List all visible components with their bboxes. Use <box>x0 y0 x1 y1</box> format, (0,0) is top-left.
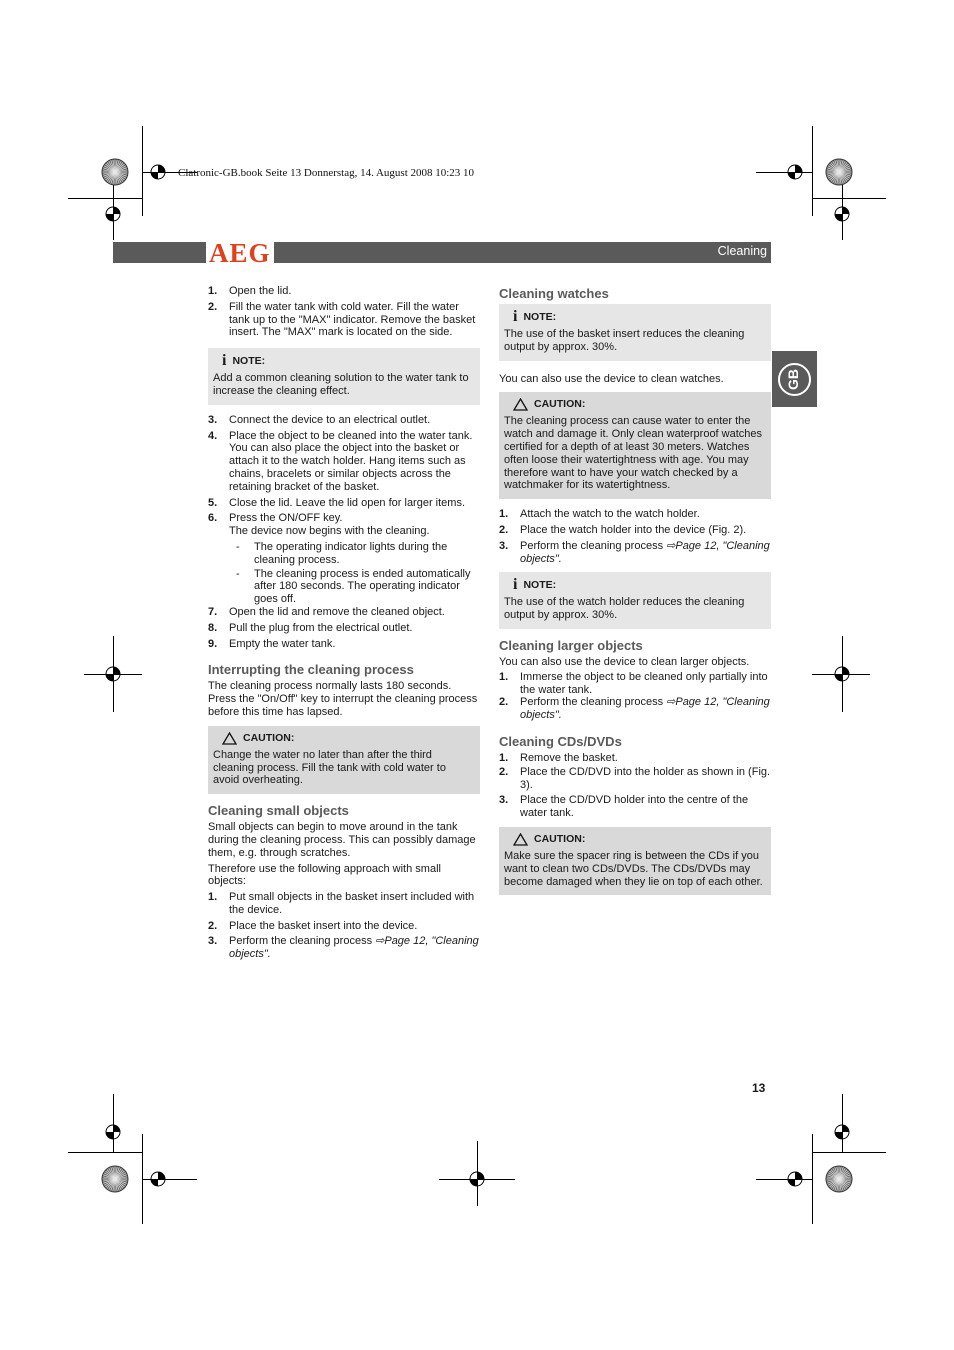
list-item <box>208 430 480 494</box>
section-title: Cleaning <box>717 244 767 258</box>
caution-label: CAUTION: <box>534 833 586 846</box>
step-number: 2. <box>499 696 509 709</box>
step-text: Place the watch holder into the device (Fig. 2). <box>520 523 747 536</box>
caution-text: Make sure the spacer ring is between the CDs if you want to clean two CDs/DVDs. The CDs/DVDs may become damaged when they lie on top of each other. <box>504 849 763 888</box>
step-text: Close the lid. Leave the lid open for larger items. <box>229 496 466 509</box>
step-number: 1. <box>499 670 509 683</box>
color-target-icon <box>825 158 853 186</box>
list-item <box>499 671 771 697</box>
list-item <box>208 285 480 298</box>
paragraph: You can also use the device to clean watches. <box>499 372 724 385</box>
list-item <box>499 540 771 566</box>
step-number: 3. <box>208 413 218 426</box>
paragraph: The cleaning process normally lasts 180 seconds. Press the "On/Off" key to interrupt the cleaning process before this time has lapsed. <box>208 680 478 718</box>
list-item <box>208 512 480 538</box>
list-item <box>499 508 771 521</box>
section-heading: Cleaning larger objects <box>499 637 643 653</box>
step-number: 1. <box>208 285 218 297</box>
step-text: Place the CD/DVD into the holder as shown in (Fig. 3). <box>520 765 771 791</box>
registration-crosshair-icon <box>464 1166 490 1192</box>
paragraph: Therefore use the following approach with small objects: <box>208 862 441 888</box>
crop-mark-line <box>68 1152 142 1153</box>
page-reference: ⇨Page 12, "Cleaning objects". <box>229 935 479 961</box>
sub-item-text: The operating indicator lights during the cleaning process. <box>254 540 448 566</box>
caution-box <box>499 827 771 895</box>
list-item <box>499 794 771 820</box>
caution-label: CAUTION: <box>243 731 295 744</box>
left-column <box>208 285 480 964</box>
registration-crosshair-icon <box>145 159 171 185</box>
section-heading: Cleaning small objects <box>208 803 349 819</box>
step-text: Fill the water tank with cold water. Fill the water tank up to the "MAX" indicator. Remove the basket insert. The "MAX" mark is located on the side. <box>229 300 476 339</box>
warning-triangle-icon <box>513 833 528 846</box>
registration-crosshair-icon <box>782 159 808 185</box>
registration-crosshair-icon <box>100 661 126 687</box>
caution-title <box>213 732 475 745</box>
step-text: The device now begins with the cleaning. <box>229 525 430 538</box>
list-item <box>208 301 480 339</box>
info-icon: i <box>513 308 518 325</box>
step-text: Place the object to be cleaned into the water tank. You can also place the object into the basket or attach it to the watch holder. Hang items such as chains, bracelets or similar objects across the retaining bracket of the basket. <box>229 429 473 493</box>
list-item <box>499 766 771 792</box>
step-number: 6. <box>208 512 218 525</box>
crop-mark-line <box>812 1134 813 1224</box>
step-text: Place the basket insert into the device. <box>229 919 418 932</box>
step-number: 5. <box>208 496 218 509</box>
print-info-line: Clatronic-GB.book Seite 13 Donnerstag, 14. August 2008 10:23 10 <box>178 167 475 179</box>
list-item <box>208 622 480 635</box>
list-item <box>208 414 480 427</box>
step-text: Immerse the object to be cleaned only partially into the water tank. <box>520 670 768 696</box>
list-item <box>499 524 771 537</box>
note-title <box>213 354 475 368</box>
step-text: Perform the cleaning process <box>520 539 667 552</box>
note-label: NOTE: <box>523 310 557 323</box>
note-text: The use of the basket insert reduces the cleaning output by approx. 30%. <box>504 328 745 353</box>
step-text: Remove the basket. <box>520 751 618 764</box>
sub-list-item <box>208 568 480 606</box>
sub-list-item <box>208 541 480 567</box>
step-number: 3. <box>499 539 509 552</box>
list-item <box>208 935 480 961</box>
note-title <box>504 310 766 324</box>
step-number: 4. <box>208 429 218 442</box>
note-box <box>499 304 771 361</box>
warning-triangle-icon <box>513 398 528 411</box>
page-reference: ⇨Page 12, "Cleaning objects". <box>520 539 770 565</box>
right-column <box>499 285 771 904</box>
note-box <box>208 348 480 405</box>
step-number: 1. <box>499 508 509 521</box>
sub-item-text: The cleaning process is ended automatically after 180 seconds. The operating indicator goes off. <box>254 567 471 606</box>
caution-text: The cleaning process can cause water to enter the watch and damage it. Only clean waterproof watches certified for a depth of at least 30 meters. Watches often loose their watertightness with age. You may therefore want to have your watch checked by a watchmaker for its watertightness. <box>504 415 763 492</box>
step-number: 1. <box>499 751 509 764</box>
list-item <box>208 638 480 651</box>
paragraph: You can also use the device to clean larger objects. <box>499 655 750 668</box>
color-target-icon <box>825 1165 853 1193</box>
registration-crosshair-icon <box>100 201 126 227</box>
step-text: Open the lid and remove the cleaned object. <box>229 605 445 618</box>
list-item <box>499 752 771 765</box>
step-number: 2. <box>208 919 218 932</box>
registration-crosshair-icon <box>782 1166 808 1192</box>
step-text: Perform the cleaning process <box>520 696 667 709</box>
info-icon: i <box>513 576 518 594</box>
crop-mark-line <box>142 126 143 216</box>
section-heading: Cleaning CDs/DVDs <box>499 733 622 749</box>
note-title <box>504 578 766 592</box>
caution-box <box>499 392 771 499</box>
caution-box <box>208 726 480 794</box>
registration-crosshair-icon <box>829 661 855 687</box>
aeg-logo: AEG <box>206 240 274 265</box>
note-text: Add a common cleaning solution to the water tank to increase the cleaning effect. <box>213 372 469 397</box>
page-number: 13 <box>752 1081 766 1095</box>
crop-mark-line <box>812 198 886 199</box>
note-label: NOTE: <box>523 578 557 591</box>
info-icon: i <box>222 352 227 370</box>
list-item <box>208 606 480 619</box>
step-number: 9. <box>208 637 218 650</box>
bullet-dash: - <box>236 567 240 580</box>
page-reference: ⇨Page 12, "Cleaning objects". <box>520 696 770 722</box>
step-text: Attach the watch to the watch holder. <box>520 508 700 521</box>
list-item <box>208 891 480 917</box>
note-box <box>499 572 771 629</box>
step-text: Pull the plug from the electrical outlet. <box>229 621 413 634</box>
step-number: 2. <box>208 300 218 313</box>
note-text: The use of the watch holder reduces the cleaning output by approx. 30%. <box>504 596 745 622</box>
step-number: 1. <box>208 891 218 904</box>
step-text: Press the ON/OFF key. <box>229 512 343 525</box>
caution-text: Change the water no later than after the third cleaning process. Fill the tank with cold water to avoid overheating. <box>213 748 446 787</box>
registration-crosshair-icon <box>100 1119 126 1145</box>
crop-mark-line <box>812 1152 886 1153</box>
step-number: 2. <box>499 765 509 778</box>
language-tab-label: GB <box>785 369 801 390</box>
list-item <box>208 497 480 510</box>
step-number: 3. <box>208 935 218 948</box>
note-label: NOTE: <box>232 354 266 367</box>
registration-crosshair-icon <box>829 201 855 227</box>
caution-title <box>504 398 766 411</box>
step-number: 2. <box>499 523 509 536</box>
step-number: 8. <box>208 621 218 634</box>
bullet-dash: - <box>236 540 240 553</box>
step-number: 3. <box>499 794 509 807</box>
caution-label: CAUTION: <box>534 398 586 411</box>
list-item <box>499 696 771 722</box>
step-text: Place the CD/DVD holder into the centre of the water tank. <box>520 794 749 820</box>
step-text: Connect the device to an electrical outlet. <box>229 413 431 426</box>
caution-title <box>504 833 766 846</box>
step-text: Empty the water tank. <box>229 637 336 650</box>
registration-crosshair-icon <box>829 1119 855 1145</box>
crop-mark-line <box>68 198 142 199</box>
step-number: 7. <box>208 605 218 618</box>
step-text: Put small objects in the basket insert included with the device. <box>229 891 475 916</box>
step-text: Open the lid. <box>229 285 292 297</box>
section-heading: Interrupting the cleaning process <box>208 662 414 678</box>
color-target-icon <box>101 1165 129 1193</box>
crop-mark-line <box>812 126 813 216</box>
step-text: Perform the cleaning process <box>229 935 376 948</box>
list-item <box>208 920 480 933</box>
section-heading: Cleaning watches <box>499 286 609 301</box>
registration-crosshair-icon <box>145 1166 171 1192</box>
warning-triangle-icon <box>222 732 237 745</box>
color-target-icon <box>101 158 129 186</box>
paragraph: Small objects can begin to move around in the tank during the cleaning process. This can possibly damage them, e.g. through scratches. <box>208 821 476 859</box>
language-tab <box>772 351 817 407</box>
